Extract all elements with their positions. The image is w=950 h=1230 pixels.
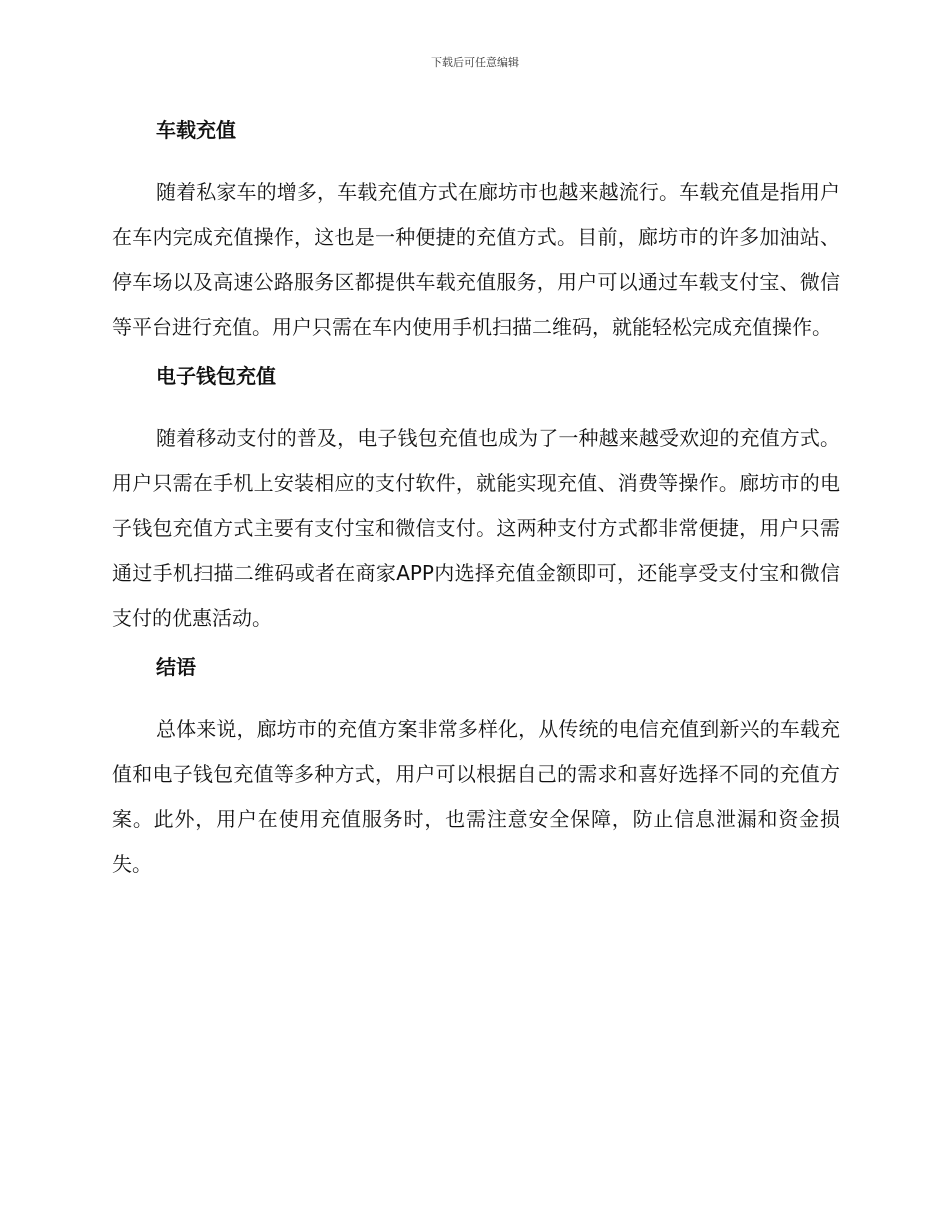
- section-heading-e-wallet-recharge: 电子钱包充值: [156, 364, 276, 388]
- section-heading-vehicle-recharge: 车载充值: [156, 118, 236, 142]
- document-body: [112, 112, 840, 887]
- section-heading-conclusion: 结语: [156, 655, 196, 679]
- paragraph-vehicle-recharge: 随着私家车的增多，车载充值方式在廊坊市也越来越流行。车载充值是指用户在车内完成充值操作，这也是一种便捷的充值方式。目前，廊坊市的许多加油站、停车场以及高速公路服务区都提供车载充值服务，用户可以通过车载支付宝、微信等平台进行充值。用户只需在车内使用手机扫描二维码，就能轻松完成充值操作。: [112, 180, 840, 339]
- paragraph-e-wallet-recharge: 随着移动支付的普及，电子钱包充值也成为了一种越来越受欢迎的充值方式。用户只需在手机上安装相应的支付软件，就能实现充值、消费等操作。廊坊市的电子钱包充值方式主要有支付宝和微信支付。这两种支付方式都非常便捷，用户只需通过手机扫描二维码或者在商家APP内选择充值金额即可，还能享受支付宝和微信支付的优惠活动。: [112, 426, 840, 630]
- paragraph-conclusion: 总体来说，廊坊市的充值方案非常多样化，从传统的电信充值到新兴的车载充值和电子钱包充值等多种方式，用户可以根据自己的需求和喜好选择不同的充值方案。此外，用户在使用充值服务时，也需注意安全保障，防止信息泄漏和资金损失。: [112, 717, 840, 876]
- page-header: 下载后可任意编辑: [431, 56, 519, 69]
